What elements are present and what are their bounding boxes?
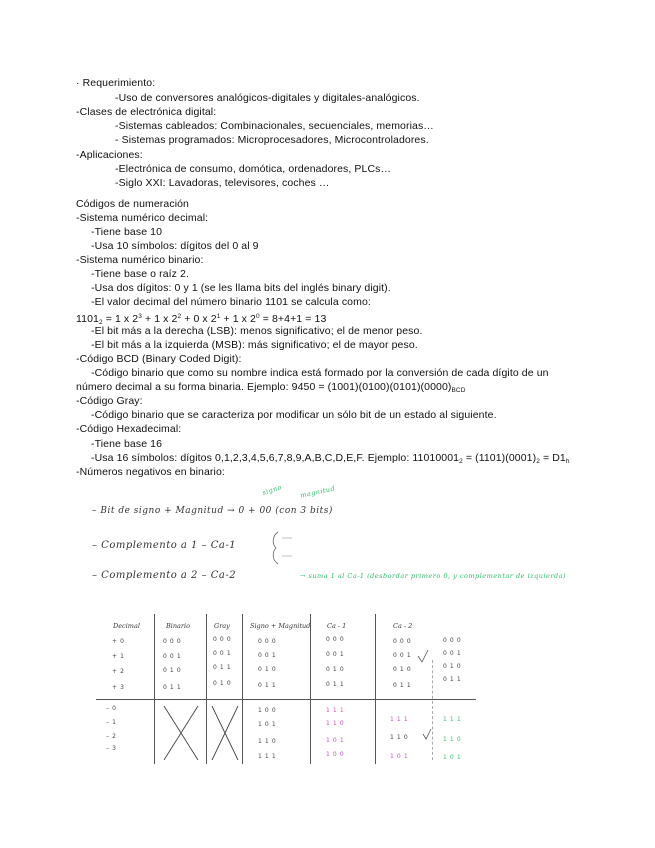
- hand-note-magnitud: magnitud: [299, 484, 336, 500]
- text-gray: -Código Gray:: [76, 395, 143, 407]
- brace-icon: [270, 530, 310, 566]
- table-cell: + 3: [112, 684, 125, 691]
- table-cell: – 3: [106, 745, 117, 752]
- table-cell: 1 1 1: [258, 753, 277, 760]
- table-header-ca2: Ca - 2: [393, 622, 413, 630]
- table-cell: 1 1 0: [258, 738, 277, 745]
- table-cell: 0 0 0: [393, 638, 412, 645]
- table-header-signo: Signo + Magnitud: [250, 622, 311, 630]
- table-cell: 0 0 0: [163, 638, 182, 645]
- table-cell: 0 0 1: [326, 651, 345, 658]
- table-divider: [154, 614, 155, 764]
- table-cell: 1 0 0: [326, 751, 345, 758]
- table-cell: 1 1 0: [390, 734, 409, 741]
- table-divider: [310, 614, 311, 764]
- table-cell: 0 1 1: [258, 682, 277, 689]
- table-cell: 1 0 1: [390, 753, 409, 760]
- text-conversores: -Uso de conversores analógicos-digitales y digitales-analógicos.: [115, 92, 420, 104]
- text-valor-decimal: -El valor decimal del número binario 1101 se calcula como:: [91, 296, 371, 308]
- table-header-gray: Gray: [214, 622, 230, 630]
- check-mark-icon: [416, 646, 436, 666]
- text-requerimiento: · Requerimiento:: [76, 77, 156, 89]
- text-hex-ejemplo: -Usa 16 símbolos: dígitos 0,1,2,3,4,5,6,7,8,9,A,B,C,D,E,F. Ejemplo: $11010001_2 = (1101)(0001)_2 = D1_h$: [91, 452, 570, 465]
- table-cell: 0 0 1: [393, 652, 412, 659]
- table-cell: – 1: [106, 719, 117, 726]
- table-cell: 1 0 1: [258, 721, 277, 728]
- table-cell: 0 0 1: [258, 652, 277, 659]
- formula-binario: $1101_2 = 1$ x $2^3 + 1$ x $2^2 + 0$ x $2^1 + 1$ x $2^0 = 8+4+1 = 13$: [76, 313, 327, 326]
- cross-icon: [210, 704, 240, 762]
- table-header-ca1: Ca - 1: [327, 622, 347, 630]
- table-cell: 1 0 1: [443, 754, 462, 761]
- table-cell: 0 1 0: [258, 666, 277, 673]
- table-cell: 0 0 1: [443, 650, 462, 657]
- table-header-binario: Binario: [166, 622, 191, 630]
- text-cableados: -Sistemas cableados: Combinacionales, secuenciales, memorias…: [115, 120, 434, 132]
- text-bcd-ejemplo: número decimal a su forma binaria. Ejemplo: $9450 = (1001)(0100)(0101)(0000)_{BCD}$: [76, 381, 466, 394]
- text-negativos: -Números negativos en binario:: [76, 466, 225, 478]
- text-bcd-desc: -Código binario que como su nombre indica está formado por la conversión de cada dígito de un: [91, 367, 549, 379]
- table-cell: 0 0 0: [443, 637, 462, 644]
- hand-ca2-note: → suma 1 al Ca-1 (desbordar primero 0, y complementar de izquierda): [300, 572, 567, 580]
- text-hex: -Código Hexadecimal:: [76, 423, 182, 435]
- check-mark-icon: [420, 726, 436, 742]
- table-cell: 0 0 1: [163, 653, 182, 660]
- table-cell: 0 0 0: [326, 636, 345, 643]
- text-binario: -Sistema numérico binario:: [76, 254, 204, 266]
- text-siglo: -Siglo XXI: Lavadoras, televisores, coches …: [115, 177, 330, 189]
- text-simbolos10: -Usa 10 símbolos: dígitos del 0 al 9: [91, 240, 259, 252]
- text-base16: -Tiene base 16: [91, 438, 163, 450]
- table-cell: 0 1 1: [393, 682, 412, 689]
- table-cell: 0 1 0: [393, 666, 412, 673]
- table-cell: 0 1 0: [326, 666, 345, 673]
- table-cell: 0 1 1: [213, 664, 232, 671]
- table-cell: 0 1 0: [163, 667, 182, 674]
- table-cell: 0 0 0: [213, 636, 232, 643]
- text-msb: -El bit más a la izquierda (MSB): más significativo; el de mayor peso.: [91, 339, 418, 351]
- table-cell: 1 1 0: [326, 720, 345, 727]
- table-cell: + 2: [112, 668, 125, 675]
- hand-note-signo: signo: [261, 483, 283, 497]
- table-divider-horizontal: [96, 699, 476, 700]
- table-cell: 1 0 0: [258, 707, 277, 714]
- table-cell: 1 0 1: [326, 737, 345, 744]
- text-programados: - Sistemas programados: Microprocesadores, Microcontroladores.: [115, 134, 429, 146]
- text-decimal: -Sistema numérico decimal:: [76, 212, 209, 224]
- table-cell: – 2: [106, 733, 117, 740]
- table-cell: 0 1 0: [443, 663, 462, 670]
- table-cell: 1 1 0: [443, 736, 462, 743]
- table-cell: 0 1 1: [443, 676, 462, 683]
- cross-icon: [162, 704, 200, 762]
- text-base10: -Tiene base 10: [91, 226, 163, 238]
- text-consumo: -Electrónica de consumo, domótica, ordenadores, PLCs…: [115, 163, 392, 175]
- table-header-decimal: Decimal: [113, 622, 140, 630]
- table-cell: 0 0 0: [258, 638, 277, 645]
- table-cell: + 0: [112, 638, 125, 645]
- hand-ca2: – Complemento a 2 – Ca-2: [92, 570, 237, 581]
- table-cell: 1 1 1: [390, 716, 409, 723]
- text-clases: -Clases de electrónica digital:: [76, 106, 217, 118]
- table-divider: [242, 614, 243, 764]
- text-aplicaciones: -Aplicaciones:: [76, 149, 143, 161]
- table-cell: 0 1 0: [213, 680, 232, 687]
- table-cell: – 0: [106, 705, 117, 712]
- hand-ca1: – Complemento a 1 – Ca-1: [92, 540, 237, 551]
- section-title-codigos: Códigos de numeración: [76, 198, 190, 210]
- table-cell: 1 1 1: [326, 707, 345, 714]
- table-divider: [375, 614, 376, 764]
- table-cell: 0 0 1: [213, 650, 232, 657]
- text-bcd: -Código BCD (Binary Coded Digit):: [76, 353, 242, 365]
- text-base2: -Tiene base o raíz 2.: [91, 268, 190, 280]
- text-lsb: -El bit más a la derecha (LSB): menos significativo; el de menor peso.: [91, 325, 423, 337]
- table-cell: 1 1 1: [443, 716, 462, 723]
- text-gray-desc: -Código binario que se caracteriza por modificar un sólo bit de un estado al siguiente.: [91, 409, 497, 421]
- table-divider: [432, 660, 433, 760]
- table-cell: 0 1 1: [163, 684, 182, 691]
- table-cell: 0 1 1: [326, 681, 345, 688]
- table-divider: [206, 614, 207, 764]
- text-bits: -Usa dos dígitos: 0 y 1 (se les llama bits del inglés binary digit).: [91, 282, 391, 294]
- hand-signo-magnitud: – Bit de signo + Magnitud → 0 + 00 (con 3 bits): [92, 506, 333, 516]
- table-cell: + 1: [112, 653, 125, 660]
